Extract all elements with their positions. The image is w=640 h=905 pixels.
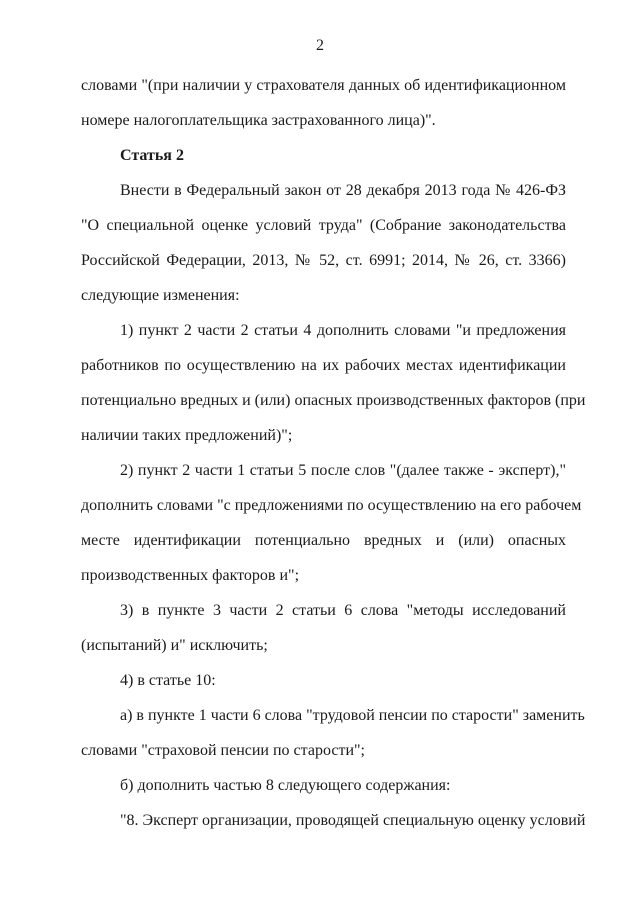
list-item-line: (испытаний) и" исключить; bbox=[81, 637, 268, 654]
list-item-line: работников по осуществлению на их рабочих местах идентификации bbox=[81, 357, 566, 374]
paragraph-line: номере налогоплательщика застрахованного лица)". bbox=[81, 112, 436, 129]
paragraph-line: Внести в Федеральный закон от 28 декабря 2013 года № 426-ФЗ bbox=[120, 182, 566, 199]
list-item-line: потенциально вредных и (или) опасных производственных факторов (при bbox=[81, 392, 586, 409]
list-item-line: наличии таких предложений)"; bbox=[81, 427, 293, 444]
list-item-line: дополнить словами "с предложениями по осуществлению на его рабочем bbox=[81, 497, 582, 514]
list-item-line: словами "страховой пенсии по старости"; bbox=[81, 742, 365, 759]
page-number: 2 bbox=[316, 37, 324, 54]
list-item-line: 3) в пункте 3 части 2 статьи 6 слова "методы исследований bbox=[120, 602, 566, 619]
list-item-line: 1) пункт 2 части 2 статьи 4 дополнить словами "и предложения bbox=[120, 322, 566, 339]
list-item-line: производственных факторов и"; bbox=[81, 567, 300, 584]
paragraph-line: следующие изменения: bbox=[81, 287, 240, 304]
quoted-text-line: "8. Эксперт организации, проводящей специальную оценку условий bbox=[120, 812, 586, 829]
list-item-line: 4) в статье 10: bbox=[120, 672, 216, 689]
list-item-line: б) дополнить частью 8 следующего содержания: bbox=[120, 777, 451, 794]
article-heading: Статья 2 bbox=[120, 147, 184, 164]
paragraph-line: "О специальной оценке условий труда" (Собрание законодательства bbox=[81, 217, 566, 234]
paragraph-line: Российской Федерации, 2013, № 52, ст. 6991; 2014, № 26, ст. 3366) bbox=[81, 252, 566, 269]
list-item-line: а) в пункте 1 части 6 слова "трудовой пенсии по старости" заменить bbox=[120, 707, 585, 724]
list-item-line: месте идентификации потенциально вредных и (или) опасных bbox=[81, 532, 566, 549]
list-item-line: 2) пункт 2 части 1 статьи 5 после слов "(далее также - эксперт)," bbox=[120, 462, 566, 479]
paragraph-line: словами "(при наличии у страхователя данных об идентификационном bbox=[81, 77, 566, 94]
